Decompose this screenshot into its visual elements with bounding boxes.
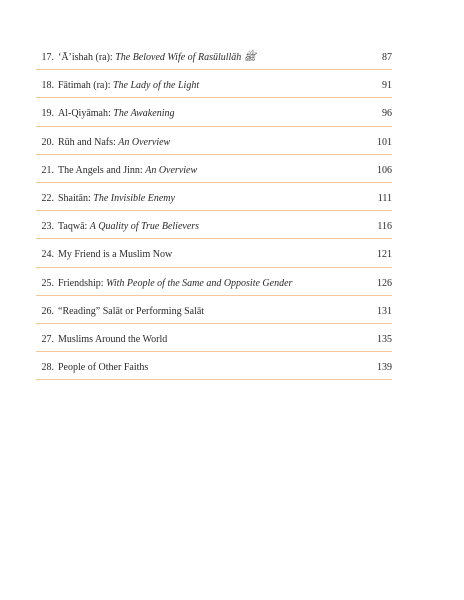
- toc-entry-25[interactable]: [36, 268, 392, 296]
- toc-entry-number: 17.: [41, 52, 54, 63]
- toc-entry-title: [58, 279, 292, 289]
- toc-entry-subtitle: An Overview: [145, 164, 198, 176]
- toc-entry-page: 121: [377, 249, 392, 261]
- toc-entry-28[interactable]: [36, 352, 392, 380]
- toc-entry-title-main: People of Other Faiths: [58, 362, 149, 374]
- toc-entry-page: 87: [382, 52, 392, 63]
- toc-entry-page: 101: [377, 136, 392, 148]
- toc-entry-title-main: Rūh and Nafs:: [58, 136, 119, 148]
- toc-entry-subtitle: The Beloved Wife of Rasūlullāh ﷺ: [115, 52, 256, 63]
- toc-entry-number: 28.: [41, 362, 54, 374]
- toc-entry-number: 20.: [41, 136, 54, 148]
- toc-entry-21[interactable]: [36, 155, 392, 183]
- toc-entry-title: [58, 363, 148, 373]
- toc-entry-page: 91: [382, 80, 392, 92]
- toc-entry-subtitle: With People of the Same and Opposite Gender: [106, 277, 293, 289]
- toc-entry-page: 96: [382, 108, 392, 120]
- toc-entry-page: 116: [377, 221, 392, 233]
- toc-entry-number: 21.: [41, 164, 54, 176]
- toc-entry-title-main: Friendship:: [58, 277, 107, 289]
- toc-entry-number: 23.: [41, 221, 54, 233]
- toc-entry-number: 19.: [41, 108, 54, 120]
- toc-entry-title: [58, 138, 170, 148]
- toc-entry-26[interactable]: [36, 296, 392, 324]
- toc-entry-23[interactable]: [36, 211, 392, 239]
- table-of-contents: [36, 42, 392, 380]
- toc-entry-19[interactable]: [36, 98, 392, 126]
- toc-entry-18[interactable]: [36, 70, 392, 98]
- toc-entry-number: 18.: [41, 80, 54, 92]
- toc-entry-title-main: Taqwā:: [58, 221, 90, 233]
- toc-entry-page: 135: [377, 333, 392, 345]
- toc-entry-title: [58, 194, 175, 204]
- toc-entry-title-main: Fātimah (ra):: [58, 80, 113, 92]
- toc-entry-page: 126: [377, 277, 392, 289]
- toc-entry-22[interactable]: [36, 183, 392, 211]
- toc-entry-subtitle: The Invisible Enemy: [93, 192, 175, 204]
- toc-entry-title-main: My Friend is a Muslim Now: [58, 249, 173, 261]
- toc-entry-title: [58, 53, 256, 63]
- toc-entry-title: [58, 81, 199, 91]
- toc-entry-27[interactable]: [36, 324, 392, 352]
- toc-entry-title-main: “Reading” Salāt or Performing Salāt: [58, 305, 205, 317]
- toc-entry-24[interactable]: [36, 239, 392, 267]
- toc-entry-title-main: Al-Qiyāmah:: [58, 108, 114, 120]
- toc-entry-subtitle: An Overview: [118, 136, 171, 148]
- toc-entry-page: 131: [377, 305, 392, 317]
- toc-entry-page: 111: [377, 192, 392, 204]
- toc-entry-title-main: Shaitān:: [58, 192, 94, 204]
- toc-entry-title: [58, 166, 197, 176]
- toc-entry-number: 27.: [41, 333, 54, 345]
- toc-entry-17[interactable]: [36, 42, 392, 70]
- toc-entry-title-main: Muslims Around the World: [58, 333, 168, 345]
- toc-entry-page: 139: [377, 362, 392, 374]
- toc-entry-title: [58, 250, 172, 260]
- toc-entry-subtitle: The Lady of the Light: [112, 80, 200, 92]
- toc-entry-title-main: ‘Ā’ishah (ra):: [58, 52, 116, 63]
- toc-entry-title-main: The Angels and Jinn:: [58, 164, 146, 176]
- toc-entry-title: [58, 222, 199, 232]
- toc-entry-number: 26.: [41, 305, 54, 317]
- toc-entry-title: [58, 335, 167, 345]
- toc-entry-page: 106: [377, 164, 392, 176]
- toc-entry-subtitle: A Quality of True Believers: [89, 221, 200, 233]
- toc-entry-subtitle: The Awakening: [113, 108, 175, 120]
- toc-entry-20[interactable]: [36, 127, 392, 155]
- toc-entry-number: 22.: [41, 192, 54, 204]
- toc-entry-number: 24.: [41, 249, 54, 261]
- toc-entry-number: 25.: [41, 277, 54, 289]
- toc-entry-title: [58, 109, 174, 119]
- toc-entry-title: [58, 307, 204, 317]
